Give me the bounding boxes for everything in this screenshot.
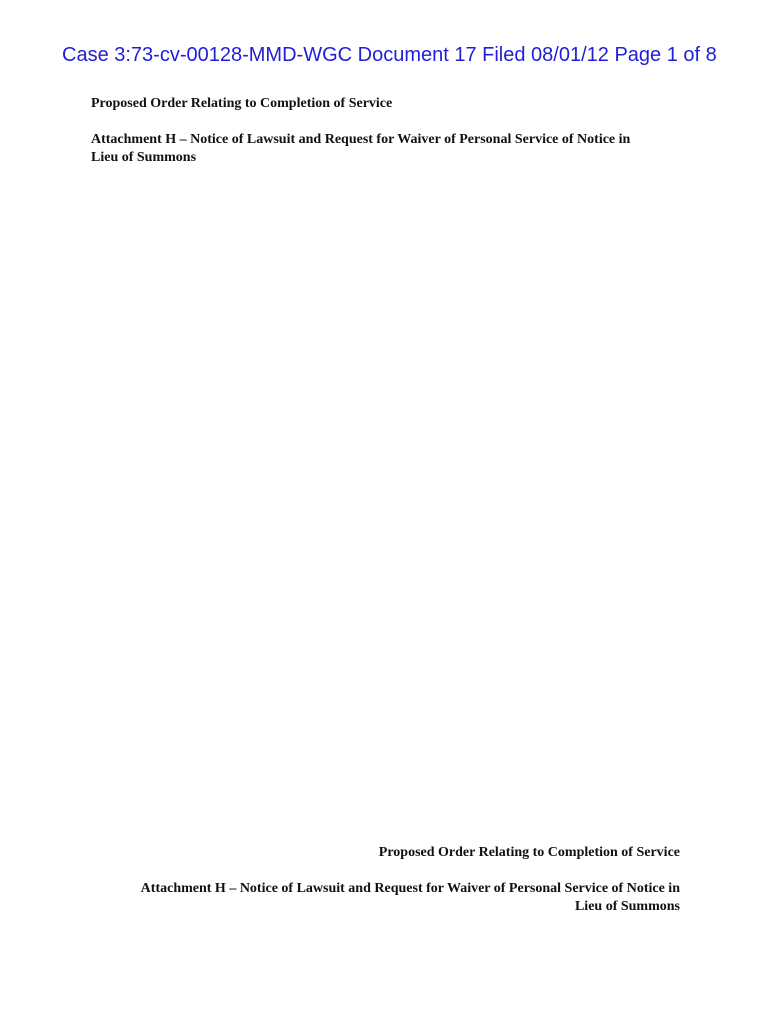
attachment-heading xyxy=(91,131,691,167)
case-filing-header: Case 3:73-cv-00128-MMD-WGC Document 17 Filed 08/01/12 Page 1 of 8 xyxy=(62,44,717,66)
footer-attachment-line-1: Attachment H – Notice of Lawsuit and Request for Waiver of Personal Service of Notice in xyxy=(140,881,680,896)
footer-document-title: Proposed Order Relating to Completion of Service xyxy=(378,845,680,860)
footer-attachment-line-2: Lieu of Summons xyxy=(574,899,680,914)
attachment-heading-line-1: Attachment H – Notice of Lawsuit and Request for Waiver of Personal Service of Notice in xyxy=(91,132,631,147)
document-title: Proposed Order Relating to Completion of Service xyxy=(91,96,393,111)
attachment-heading-line-2: Lieu of Summons xyxy=(91,150,197,165)
footer-attachment-heading xyxy=(96,880,680,916)
